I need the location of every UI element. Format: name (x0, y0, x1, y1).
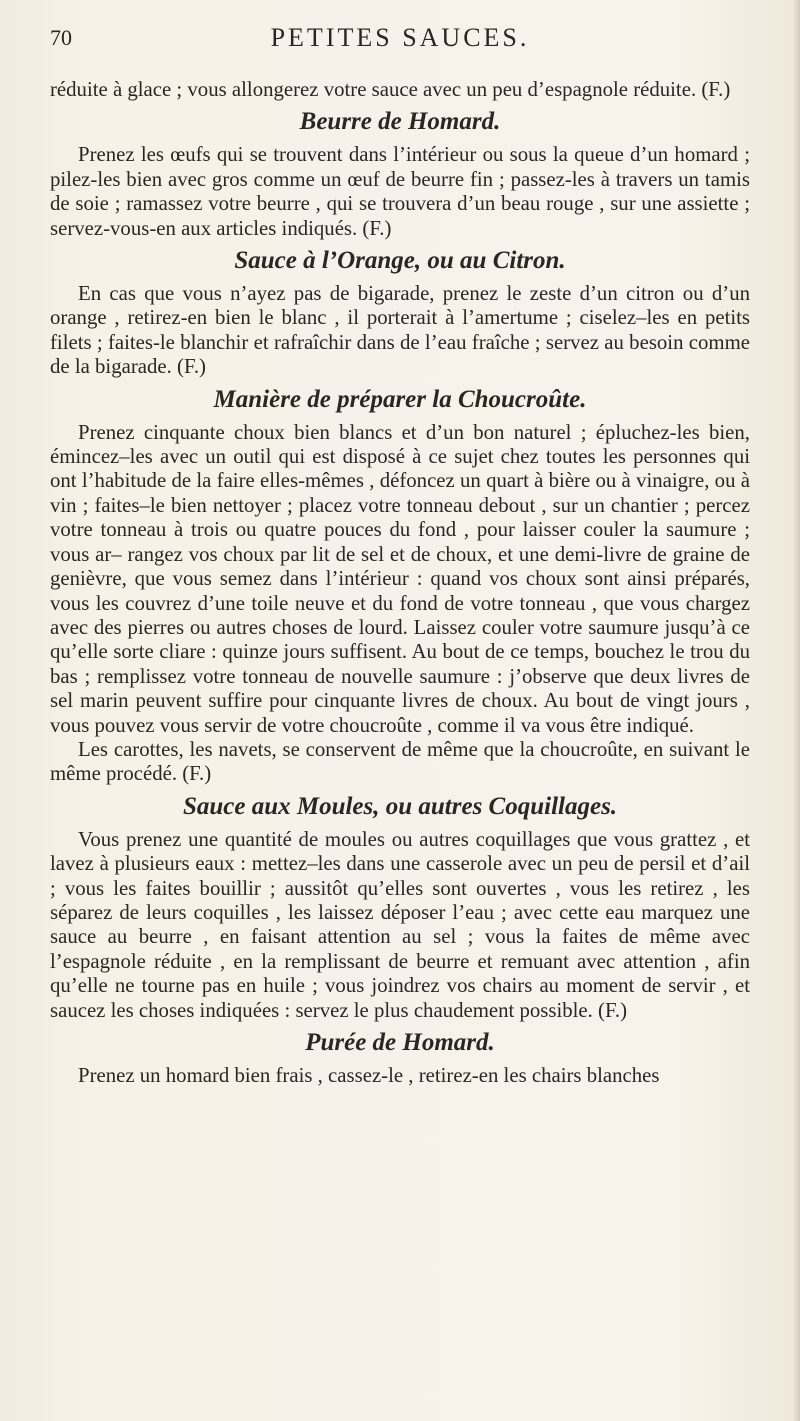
page-edge-shadow (793, 0, 800, 1421)
section-title-puree-de-homard: Purée de Homard. (305, 1029, 495, 1056)
section-text-puree-de-homard: Prenez un homard bien frais , cassez-le , retirez-en les chairs blanches (78, 1064, 660, 1087)
section-title-beurre-de-homard: Beurre de Homard. (299, 108, 501, 136)
section-title-sauce-moules: Sauce aux Moules, ou autres Coquillages. (182, 792, 618, 820)
running-title: PETITES SAUCES. (270, 23, 530, 52)
section-text-sauce-moules: Vous prenez une quantité de moules ou autres coquillages que vous grattez , et lavez à plusieurs eaux : mettez–les dans une casserole avec un peu de persil et d’ail ; vous les faites bouillir ; aussitôt qu’elles sont ouvertes , vous les retirez , les séparez de leurs coquilles , les laissez déposer l’eau ; avec cette eau marquez une sauce au beurre , en faisant attention au sel ; vous la faites de même avec l’espagnole réduite , en la remplissant de beurre et remuant avec attention , afin qu’elle ne tourne pas en huile ; vous joindrez vos chairs au moment de servir , et saucez les choses indiquées : servez le plus chaudement possible. (F.) (50, 827, 750, 1022)
running-head (50, 18, 750, 58)
section-title-choucroute: Manière de préparer la Choucroûte. (213, 385, 587, 413)
section-text-beurre-de-homard: Prenez les œufs qui se trouvent dans l’intérieur ou sous la queue d’un homard ; pilez-les bien avec gros comme un œuf de beurre fin ; passez-les à travers un tamis de soie ; ramassez votre beurre , qui se trouvera d’un beau rouge , sur une assiette ; servez-vous-en aux articles indiqués. (F.) (50, 143, 750, 240)
section-title-sauce-orange: Sauce à l’Orange, ou au Citron. (234, 247, 566, 275)
page-number: 70 (50, 25, 72, 50)
section-text-choucroute: Prenez cinquante choux bien blancs et d’un bon naturel ; épluchez-les bien, émincez–les avec un outil qui est disposé à ce sujet chez toutes les personnes qui ont l’habitude de la faire elles-mêmes , défoncez un quart à bière ou à vinaigre, ou à vin ; faites–le bien nettoyer ; placez votre tonneau debout , sur un chantier ; percez votre tonneau à trois ou quatre pouces du fond , pour laisser couler la saumure ; vous ar– rangez vos choux par lit de sel et de choux, et une demi-livre de graine de genièvre, que vous semez dans l’intérieur : quand vos choux sont ainsi préparés, vous les couvrez d’une toile neuve et du fond de votre tonneau , que vous chargez avec des pierres ou autres choses de lourd. Laissez couler votre saumure jusqu’à ce qu’elle sorte cliare : quinze jours suffisent. Au bout de ce temps, bouchez le trou du bas ; remplissez votre tonneau de nouvelle saumure : j’observe que deux livres de sel marin peuvent suffire pour cinquante livres de choux. Au bout de vingt jours , vous pouvez vous servir de votre choucroûte , comme il va vous être indiqué. (50, 420, 750, 737)
section-text-choucroute-2: Les carottes, les navets, se conservent de même que la choucroûte, en suivant le même procédé. (F.) (50, 737, 750, 786)
intro-paragraph: réduite à glace ; vous allongerez votre sauce avec un peu d’espagnole réduite. (F.) (50, 78, 731, 101)
section-text-sauce-orange: En cas que vous n’ayez pas de bigarade, prenez le zeste d’un citron ou d’un orange , retirez-en bien le blanc , il porterait à l’amertume ; ciselez–les en petits filets ; faites-le blanchir et rafraîchir dans de l’eau fraîche ; servez au besoin comme de la bigarade. (F.) (50, 282, 750, 379)
